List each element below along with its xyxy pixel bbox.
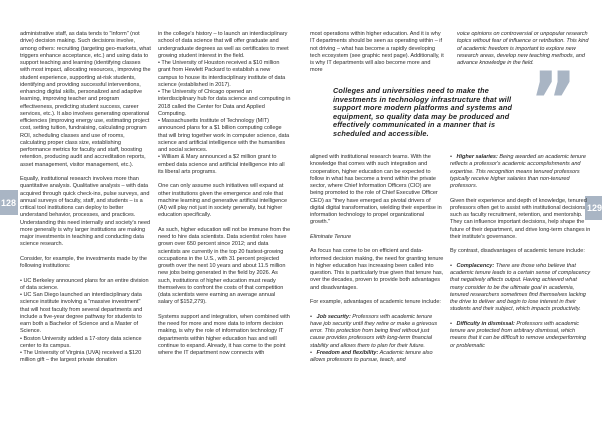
- bullet-item: • UC Berkeley announced plans for an entire division of data science.: [20, 277, 149, 291]
- paragraph: As such, higher education will not be immune from the need to hire data scientists. Data scientist roles have grown over 650 percent since 2012; and data scientists are currently in the top 20 fastest-growing occupations in the U.S., with 31 percent projected growth over the next 10 years and about 11.5 million new jobs being generated in the field by 2026. As such, institutions of higher education must ready themselves to confront the costs of that competition (data scientists were earning an average annual salary of $152,279).: [158, 226, 291, 306]
- bullet-item: in the college's history – to launch an interdisciplinary school of data science that will offer graduate and undergraduate degrees as well as certificates to meet growing student interest in the field.: [158, 31, 289, 59]
- bullet-item: • The University of Chicago opened an interdisciplinary hub for data science and computing in 2018 called the Center for Data and Applied Computing.: [158, 89, 291, 117]
- bullet-item: • Boston University added a 17-story data science center to its campus.: [20, 335, 142, 349]
- paragraph: aligned with institutional research teams. With the knowledge that comes with such integration and cooperation, higher education can be expected to follow in what has become a trend within the private sector, where Chief Information Officers (CIO) are being promoted to the role of Chief Executive Officer CEO) as "they have emerged as pivotal drivers of digital digital transformation, wielding their expertise in information technology to propel organizational growth.": [310, 154, 442, 226]
- left-column-1: [20, 31, 151, 365]
- right-column-1: [310, 154, 444, 364]
- page-number-left: [0, 190, 18, 215]
- paragraph: Systems support and integration, when combined with the need for more and more data to inform decision making, is why the role of information technology IT departments within higher education has and will continue to expand. Already, it has come to the point where the IT department now connects with: [158, 313, 290, 356]
- paragraph: For example, advantages of academic tenure include:: [310, 299, 441, 305]
- term: Freedom and flexibility:: [316, 349, 379, 356]
- bullet-item: • UC San Diego launched an interdisciplinary data science institute involving a "massive investment" that will host faculty from several departments and include a five-year degree pathway for students to earn both a Bachelor of Science and a Master of Science.: [20, 292, 143, 335]
- paragraph: voice opinions on controversial or unpopular research topics without fear of influence or retribution. This kind of academic freedom is important to explore new research areas, develop new teaching methods, and advance knowledge in the field.: [457, 31, 589, 66]
- disadvantage-item: • Difficulty in dismissal: Professors with academic tenure are protected from arbitrary dismissal, which means that it can be difficult to remove underperforming or problematic: [450, 320, 587, 349]
- paragraph: administrative staff, as data tends to "inform" (not drive) decision making. Such decisions involve, among others: recruiting (targeting geo-markets, what triggers enhance acceptance, etc.) and using data to support teaching and learning (identifying classes with most impact, allocating resources,, improving the student experience, supporting at-risk students, identifying and providing successful interventions, enhancing digital skills, personalized and adaptive learning, improving teacher and program effectiveness, predicting student success, career services, etc.). It also involves generating operational efficiencies (improving energy use, estimating project cost, setting tuition, fundraising, calculating program ROI, scheduling classes and use of rooms, calculating proper class size, establishing performance metrics for faculty and staff, boosting retention, producing audit and accreditation reports, asset management, visitor management, etc.).: [20, 31, 151, 168]
- bullet-item: • Massachusetts Institute of Technology (MIT) announced plans for a $1 billion computing college that will bring together work in computer science, data science and artificial intelligence with the humanities and social sciences.: [158, 118, 290, 153]
- left-column-2: [158, 31, 291, 365]
- paragraph: As focus has come to be on efficient and data-informed decision making, the need for granting tenure in higher education has increasing been called into question. This is particularly true given that tenure has, over the decades, proven to provide both advantages and disadvantages.: [310, 248, 444, 291]
- term: Job security:: [316, 313, 351, 320]
- paragraph: Given their experience and depth of knowledge, tenured professors often get to assist with institutional decisions such as faculty recruitment, retention, and mentorship. They can influence important decisions, help shape the future of their department, and drive long-term changes in their institute's governance.: [450, 197, 591, 240]
- paragraph: Consider, for example, the investments made by the following institutions:: [20, 255, 147, 269]
- right-column-2-top: [457, 31, 591, 75]
- bullet-item: • William & Mary announced a $2 million grant to embed data science and artificial intelligence into all its liberal arts programs.: [158, 154, 285, 175]
- paragraph: One can only assume such initiatives will expand at other institutions given the emergence and role that machine learning and generative artificial intelligence (AI) will play not just in society generally, but higher education specifically.: [158, 183, 288, 219]
- pull-quote: Colleges and universities need to make the investments in technology infrastructure that will support more modern platforms and systems and equipment, so quality data may be produced and effectively communicated in a manner that is scheduled and accessible.: [333, 86, 513, 138]
- paragraph: most operations within higher education. And it is why IT departments should be seen as operating within – if not driving – what has become a rapidly developing tech ecosystem (see graphic next page). Additionally, it is why IT departments will also become more and more: [310, 31, 444, 74]
- bullet-item: • The University of Virginia (UVA) received a $120 million gift – the largest private donation: [20, 350, 142, 364]
- page-number-text: 128: [1, 197, 17, 208]
- paragraph: Equally, institutional research involves more than quantitative analysis. Qualitative analysis – with data acquired through quick check-ins, pulse surveys, and annual surveys of faculty, staff, and students – is a critical tool institutions can deploy to better understand behavior, processes, and practices. Understanding this need internally and society's need more generally is why larger institutions are making major investments in teaching and conducting data science research.: [20, 176, 151, 248]
- advantage-item: • Higher salaries: Being awarded an academic tenure reflects a professor's academic accomplishments and expertise. This recognition means tenured professors typically receive higher salaries than non-tenured professors.: [450, 154, 586, 189]
- bullet-item: • The University of Houston received a $10 million grant from Hewlett Packard to establish a new campus to house its interdisciplinary institute of data science (established in 2017).: [158, 60, 286, 88]
- advantage-item: • Freedom and flexibility: Academic tenure also allows professors to pursue, teach, and: [310, 349, 433, 363]
- right-column-2: [450, 154, 591, 357]
- term: Complacency:: [456, 262, 495, 269]
- paragraph: By contrast, disadvantages of academic tenure include:: [450, 248, 585, 255]
- page-number-text: 129: [587, 203, 602, 213]
- section-heading: Eliminate Tenure: [310, 233, 352, 240]
- right-column-1-top: [310, 31, 444, 82]
- term: Higher salaries:: [456, 154, 498, 160]
- term: Difficulty in dismissal:: [456, 320, 515, 327]
- disadvantage-item: • Complacency: There are those who believe that academic tenure leads to a certain sense of complacency that negatively affects output. Having achieved what many consider to be the ultimate goal in academia, tenured researchers sometimes find themselves lacking the drive to deliver and begin to lose interest in their students and their subject, which impacts productivity.: [450, 262, 591, 313]
- quote-mark-icon: ”: [529, 55, 577, 148]
- advantage-item: • Job security: Professors with academic tenure have job security until they retire or make a grievous error. This protection from being fired without just cause provides professors with long-term financial stability and allows them to plan for their future.: [310, 313, 438, 349]
